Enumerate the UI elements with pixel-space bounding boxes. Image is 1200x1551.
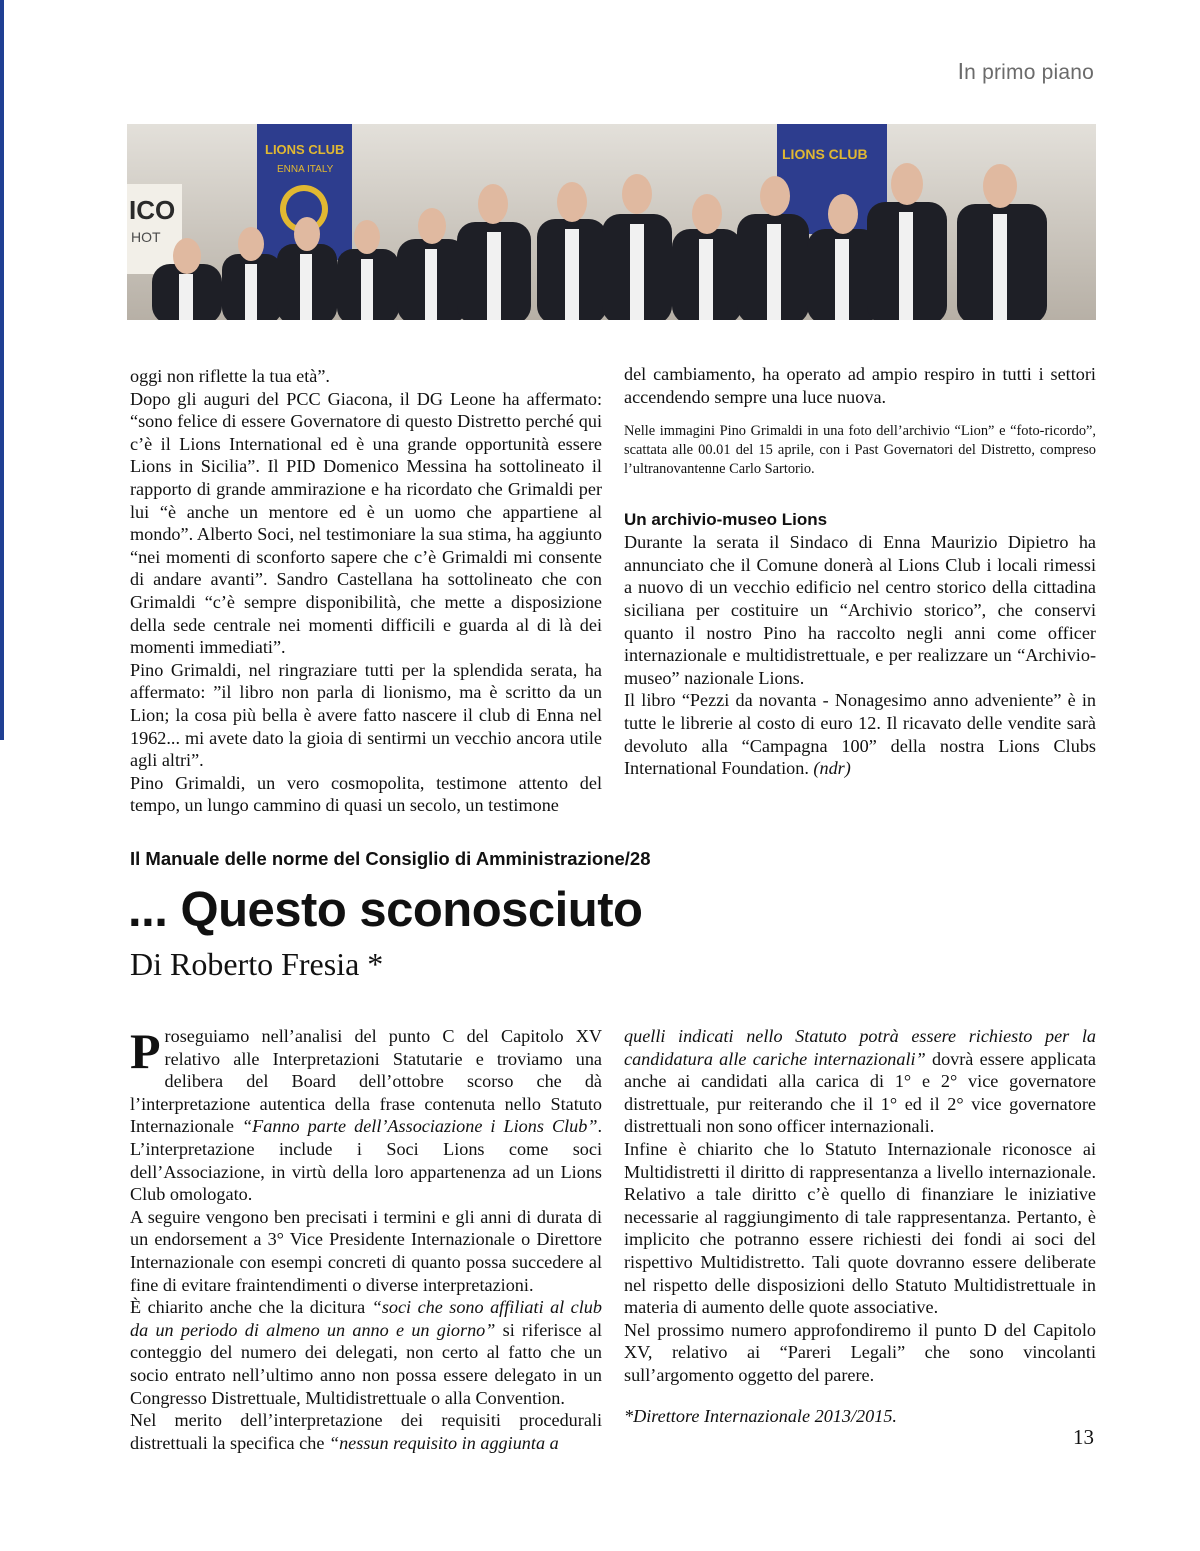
photo-caption: Nelle immagini Pino Grimaldi in una foto dell’archivio “Lion” e “foto-ricordo”, scattata alle 00.01 del 15 aprile, con i Past Governatori del Distretto, compreso l’ultranovantenne Carlo Sartorio. — [624, 423, 1096, 478]
paragraph: Dopo gli auguri del PCC Giacona, il DG Leone ha affermato: “sono felice di essere Governatore di questo Distretto perché qui c’è il Lions International ed è una grande opportunità essere Lions in Sicilia”. Il PID Domenico Messina ha sottolineato il rapporto di grande ammirazione e ha ricordato che Grimaldi per lui “è anche un mentore ed è un uomo che appartiene al mondo”. Alberto Soci, nel testimoniare la sua stima, ha aggiunto “nei momenti di sconforto sapere che c’è Grimaldi mi consente di andare avanti”. Sandro Castellana ha sottolineato che con Grimaldi “c’è sempre disponibilità, che mette a disposizione della sede centrale nei momenti difficili e guarda al di là dei momenti immediati”. — [130, 388, 602, 658]
page-number: 13 — [1073, 1425, 1094, 1449]
article-kicker: Il Manuale delle norme del Consiglio di Amministrazione/28 — [130, 848, 651, 869]
left-margin-rule — [0, 0, 4, 740]
editor-note: (ndr) — [813, 758, 851, 779]
article-byline: Di Roberto Fresia * — [130, 946, 384, 982]
article-column-left — [130, 1025, 602, 1454]
banner-left-title: LIONS CLUB — [265, 142, 345, 157]
drop-cap: P — [130, 1023, 161, 1079]
paragraph: A seguire vengono ben precisati i termini e gli anni di durata di un endorsement a 3° Vice Presidente Internazionale o Direttore Internazionale con esempi concreti di quanto possa succedere al fine di evitare fraintendimenti o diverse interpretazioni. — [130, 1206, 602, 1295]
group-photo — [127, 124, 1096, 320]
paragraph: quelli indicati nello Statuto potrà essere richiesto per la candidatura alle cariche internazionali” dovrà essere applicata anche ai candidati alla carica di 1° e 2° vice governatore distrettuale, pur reiterando che il 1° ed il 2° vice governatore distrettuali non sono officer internazionali. — [624, 1026, 1096, 1137]
paragraph: Nel merito dell’interpretazione dei requisiti procedurali distrettuali la specifica che “nessun requisito in aggiunta a — [130, 1410, 602, 1453]
paragraph: Infine è chiarito che lo Statuto Internazionale riconosce ai Multidistretti il diritto di rappresentanza a livello internazionale. Relativo a tale diritto c’è quello di finanziare le iniziative necessarie al raggiungimento di tale rappresentanza. Pertanto, è implicito che potranno essere richiesti dei fondi ai soci del rispettivo Multidistretto. Tali quote dovranno essere deliberate nel rispetto delle disposizioni dello Statuto Multidistrettuale in materia di aumento delle quote associative. — [624, 1138, 1096, 1318]
paragraph: Pino Grimaldi, nel ringraziare tutti per la splendida serata, ha affermato: ”il libro non parla di lionismo, ma è scritto da un Lion; la cosa più bella è avere fatto nascere il club di Enna nel 1962... mi avete dato la gioia di sentirmi un vecchio ancora utile agli altri”. — [130, 659, 602, 771]
paragraph: Nel prossimo numero approfondiremo il punto D del Capitolo XV, relativo ai “Pareri Legali” che sono vincolanti sull’argomento oggetto del parere. — [624, 1319, 1096, 1385]
paragraph: Il libro “Pezzi da novanta - Nonagesimo anno adveniente” è in tutte le librerie al costo di euro 12. Il ricavato delle vendite sarà devoluto alla “Campagna 100” della nostra Lions Clubs International Foundation. (ndr) — [624, 690, 1096, 779]
paragraph: Proseguiamo nell’analisi del punto C del Capitolo XV relativo alle Interpretazioni Statutarie e troviamo una delibera del Board dell’ottobre scorso che dà l’interpretazione autentica della frase contenuta nello Statuto Internazionale “Fanno parte dell’Associazione i Lions Club”. L’interpretazione include i Soci Lions come soci dell’Associazione, in virtù della loro appartenenza ad un Lions Club omologato. — [130, 1023, 602, 1205]
paragraph: Pino Grimaldi, un vero cosmopolita, testimone attento del tempo, un lungo cammino di quasi un secolo, un testimone — [130, 772, 602, 816]
top-article-column-right — [624, 363, 1096, 780]
paragraph: Durante la serata il Sindaco di Enna Maurizio Dipietro ha annunciato che il Comune donerà al Lions Club i locali rimessi a nuovo di un vecchio edificio nel centro storico della cittadina siciliana per costituire un “Archivio storico”, che conservi quanto il nostro Pino ha raccolto negli anni come officer internazionale e multidistrettuale, e per realizzare un “Archivio-museo” nazionale Lions. — [624, 532, 1096, 688]
article-headline: ... Questo sconosciuto — [128, 883, 643, 937]
hotel-sign-sub: HOT — [131, 229, 161, 245]
banner-right-title: LIONS CLUB — [782, 146, 868, 162]
paragraph: del cambiamento, ha operato ad ampio respiro in tutti i settori accendendo sempre una luce nuova. — [624, 364, 1096, 407]
paragraph: oggi non riflette la tua età”. — [130, 366, 330, 386]
footnote: *Direttore Internazionale 2013/2015. — [624, 1405, 897, 1426]
subheading: Un archivio-museo Lions — [624, 510, 828, 530]
banner-left-sub: ENNA ITALY — [277, 164, 334, 175]
paragraph: È chiarito anche che la dicitura “soci che sono affiliati al club da un periodo di almeno un anno e un giorno” si riferisce al conteggio del numero dei delegati, non certo al fatto che un socio entrato nell’ultimo anno non possa essere delegato in un Congresso Distrettuale, Multidistrettuale o alla Convention. — [130, 1297, 603, 1408]
article-column-right — [624, 1025, 1096, 1427]
top-article-column-left — [130, 365, 602, 817]
section-label: In primo piano — [957, 58, 1094, 84]
hotel-sign-text: ICO — [129, 195, 176, 225]
